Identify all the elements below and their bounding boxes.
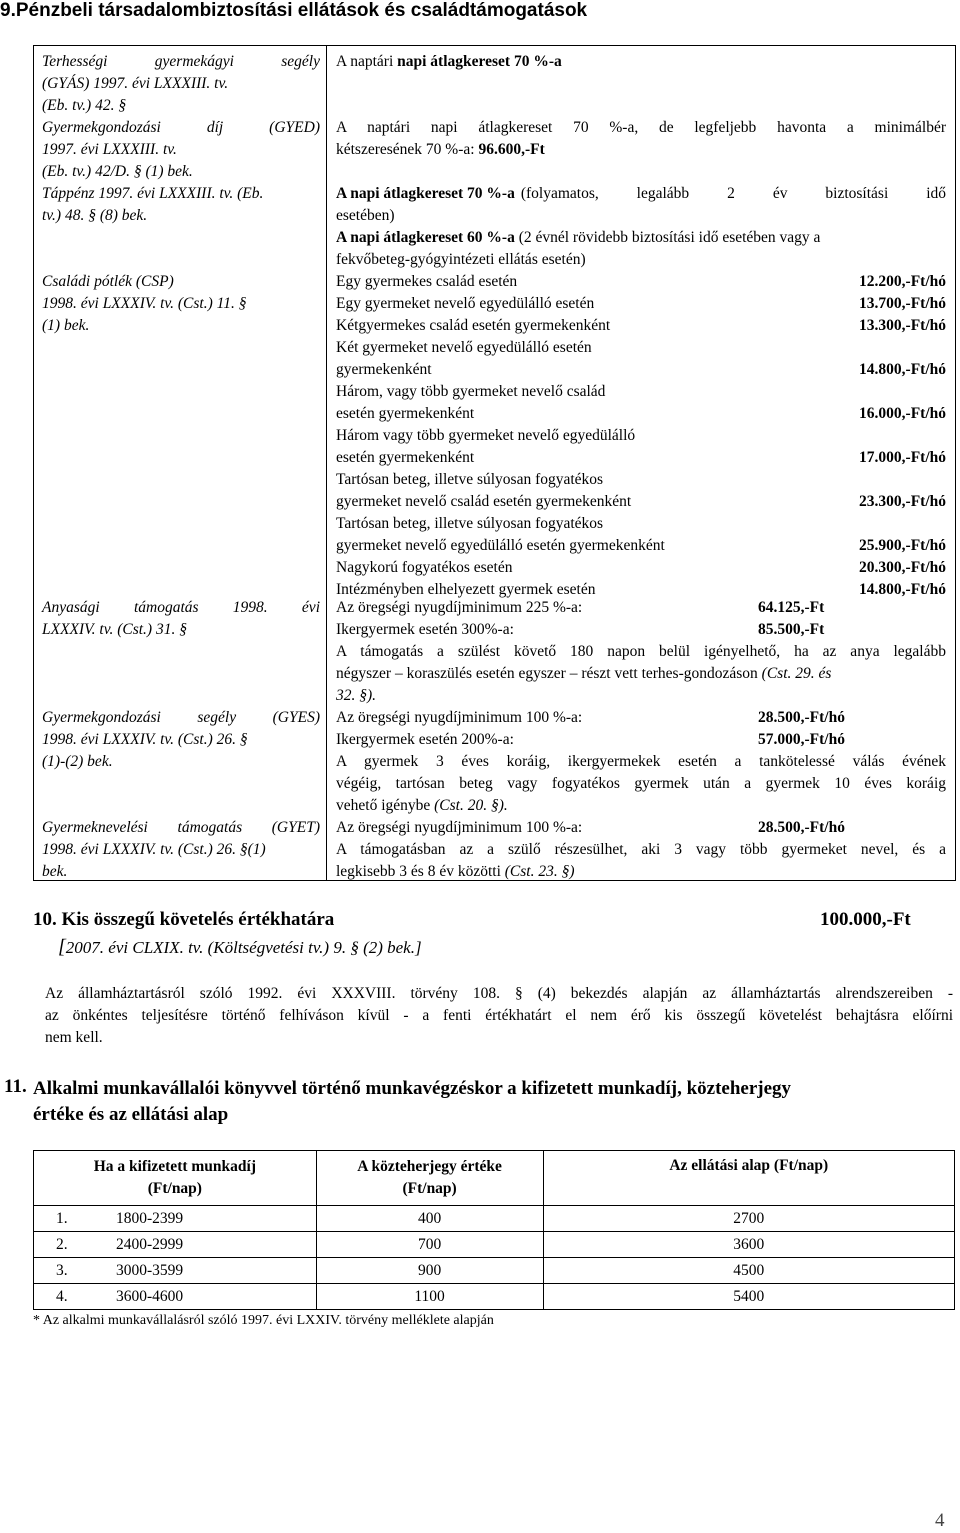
fee-range-cell	[34, 1284, 317, 1310]
section-10-reference: [2007. évi CLXIX. tv. (Költségvetési tv.) 9. § (2) bek.]	[58, 936, 422, 958]
table-row	[34, 1206, 955, 1232]
csp-row-value: 23.300,-Ft/hó	[859, 493, 946, 510]
row-number: 2.	[56, 1236, 68, 1253]
csp-row-label: Három vagy több gyermeket nevelő egyedülálló	[336, 427, 636, 444]
csp-row	[336, 425, 946, 447]
csp-row	[336, 293, 946, 315]
csp-row-value: 25.900,-Ft/hó	[859, 537, 946, 554]
label-gyed: Gyermekgondozási díj (GYED) 1997. évi LXXXIII. tv. (Eb. tv.) 42/D. § (1) bek.	[42, 119, 320, 180]
label-gyes: Gyermekgondozási segély (GYES) 1998. évi LXXXIV. tv. (Cst.) 26. § (1)-(2) bek.	[42, 709, 320, 770]
table-row	[34, 1284, 955, 1310]
csp-row-label: Három, vagy több gyermeket nevelő család	[336, 383, 606, 400]
benefits-table	[33, 45, 956, 881]
csp-row	[336, 557, 946, 579]
csp-row	[336, 403, 946, 425]
csp-row-label: Intézményben elhelyezett gyermek esetén	[336, 581, 596, 598]
page-number: 4	[935, 1510, 945, 1531]
tax-stamp-cell: 900	[316, 1258, 543, 1284]
header-base: Az ellátási alap (Ft/nap)	[543, 1151, 955, 1206]
base-cell: 5400	[543, 1284, 955, 1310]
csp-row-label: Kétgyermekes család esetén gyermekenként	[336, 317, 611, 334]
work-fee-table	[33, 1150, 955, 1310]
value-gyed: A naptári napi átlagkereset 70 %-a, de legfeljebb havonta a minimálbér kétszeresének 70 %-a: 96.600,-Ft	[336, 119, 946, 158]
label-gyet: Gyermeknevelési támogatás (GYET) 1998. évi LXXXIV. tv. (Cst.) 26. §(1) bek.	[42, 819, 320, 880]
csp-row	[336, 447, 946, 469]
csp-row	[336, 491, 946, 513]
label-gyas: Terhességi gyermekágyi segély (GYÁS) 1997. évi LXXXIII. tv. (Eb. tv.) 42. §	[42, 53, 320, 114]
csp-row	[336, 315, 946, 337]
csp-row	[336, 535, 946, 557]
csp-row	[336, 469, 946, 491]
csp-row-value: 14.800,-Ft/hó	[859, 581, 946, 598]
column-divider	[326, 46, 327, 880]
csp-row-label: gyermeket nevelő egyedülálló esetén gyermekenként	[336, 537, 665, 554]
label-csp: Családi pótlék (CSP) 1998. évi LXXXIV. tv. (Cst.) 11. § (1) bek.	[42, 273, 247, 334]
fee-range: 3600-4600	[116, 1288, 184, 1305]
table-row	[34, 1232, 955, 1258]
csp-row-label: Két gyermeket nevelő egyedülálló esetén	[336, 339, 592, 356]
csp-row-value: 13.300,-Ft/hó	[859, 317, 946, 334]
header-tax-stamp: A közteherjegy értéke (Ft/nap)	[316, 1151, 543, 1206]
value-tappenz: A napi átlagkereset 70 %-a (folyamatos, legalább 2 év biztosítási idő esetében) A napi átlagkereset 60 %-a (2 évnél rövidebb biztosítási idő esetében vagy a fekvőbeteg-gyógyintézeti ellátás esetén)	[336, 185, 946, 268]
row-number: 4.	[56, 1288, 68, 1305]
section-9-title: 9.Pénzbeli társadalombiztosítási ellátások és családtámogatások	[0, 0, 588, 21]
csp-row-label: Egy gyermeket nevelő egyedülálló esetén	[336, 295, 595, 312]
section-10-paragraph: Az államháztartásról szóló 1992. évi XXXVIII. törvény 108. § (4) bekezdés alapján az államháztartás alrendszereiben - az önkéntes teljesítésre történő felhíváson kívül - a fenti értékhatárt el nem érő kis összegű követelést behajtásra előírni nem kell.	[45, 985, 953, 1046]
fee-range-cell	[34, 1232, 317, 1258]
fee-range-cell	[34, 1206, 317, 1232]
csp-list	[336, 271, 946, 601]
table-row	[34, 1258, 955, 1284]
tax-stamp-cell: 700	[316, 1232, 543, 1258]
section-10-title: 10. Kis összegű követelés értékhatára	[33, 909, 335, 930]
section-11-title: Alkalmi munkavállalói könyvvel történő munkavégzéskor a kifizetett munkadíj, közteherjegy értéke és az ellátási alap	[33, 1078, 792, 1125]
header-fee: Ha a kifizetett munkadíj (Ft/nap)	[34, 1151, 317, 1206]
csp-row-label: gyermeket nevelő család esetén gyermekenként	[336, 493, 632, 510]
csp-row-label: gyermekenként	[336, 361, 432, 378]
fee-range-cell	[34, 1258, 317, 1284]
csp-row-label: Egy gyermekes család esetén	[336, 273, 518, 290]
csp-row-label: Tartósan beteg, illetve súlyosan fogyatékos	[336, 515, 604, 532]
row-number: 3.	[56, 1262, 68, 1279]
label-tappenz: Táppénz 1997. évi LXXXIII. tv. (Eb. tv.) 48. § (8) bek.	[42, 185, 264, 224]
csp-row-value: 12.200,-Ft/hó	[859, 273, 946, 290]
value-gyes: Az öregségi nyugdíjminimum 100 %-a: 28.500,-Ft/hó Ikergyermek esetén 200%-a: 57.000,-Ft/hó A gyermek 3 éves koráig, ikergyermekek esetén a tankötelessé válás évének végéig, tartósan beteg vagy fogyatékos gyermek után a gyermek 10 éves koráig vehető igénybe (Cst. 20. §).	[336, 709, 946, 814]
csp-row-value: 20.300,-Ft/hó	[859, 559, 946, 576]
csp-row	[336, 359, 946, 381]
base-cell: 3600	[543, 1232, 955, 1258]
table-footnote: * Az alkalmi munkavállalásról szóló 1997. évi LXXIV. törvény melléklete alapján	[33, 1313, 494, 1328]
csp-row-value: 14.800,-Ft/hó	[859, 361, 946, 378]
gyed-amount: 96.600,-Ft	[478, 141, 545, 158]
csp-row-value: 16.000,-Ft/hó	[859, 405, 946, 422]
csp-row-label: Nagykorú fogyatékos esetén	[336, 559, 513, 576]
csp-row-value: 13.700,-Ft/hó	[859, 295, 946, 312]
value-gyet: Az öregségi nyugdíjminimum 100 %-a: 28.500,-Ft/hó A támogatásban az a szülő részesülhet, aki 3 vagy több gyermeket nevel, és a legkisebb 3 és 8 év közötti (Cst. 23. §)	[336, 819, 946, 880]
value-anyasagi: Az öregségi nyugdíjminimum 225 %-a: 64.125,-Ft Ikergyermek esetén 300%-a: 85.500,-Ft A támogatás a szülést követő 180 napon belül igényelhető, ha az anya legalább négyszer – koraszülés esetén egyszer – részt vett terhes-gondozáson (Cst. 29. és 32. §).	[336, 599, 946, 704]
csp-row-value: 17.000,-Ft/hó	[859, 449, 946, 466]
csp-row-label: esetén gyermekenként	[336, 405, 475, 422]
section-11-number: 11.	[4, 1076, 27, 1097]
csp-row-label: esetén gyermekenként	[336, 449, 475, 466]
fee-range: 3000-3599	[116, 1262, 184, 1279]
csp-row	[336, 337, 946, 359]
label-anyasagi: Anyasági támogatás 1998. évi LXXXIV. tv. (Cst.) 31. §	[42, 599, 320, 638]
value-gyas: A naptári napi átlagkereset 70 %-a	[336, 53, 562, 70]
fee-range: 1800-2399	[116, 1210, 184, 1227]
csp-row	[336, 271, 946, 293]
csp-row	[336, 381, 946, 403]
tax-stamp-cell: 1100	[316, 1284, 543, 1310]
base-cell: 4500	[543, 1258, 955, 1284]
csp-row-label: Tartósan beteg, illetve súlyosan fogyatékos	[336, 471, 604, 488]
fee-range: 2400-2999	[116, 1236, 184, 1253]
csp-row	[336, 513, 946, 535]
section-10-value: 100.000,-Ft	[820, 909, 911, 930]
base-cell: 2700	[543, 1206, 955, 1232]
row-number: 1.	[56, 1210, 68, 1227]
tax-stamp-cell: 400	[316, 1206, 543, 1232]
